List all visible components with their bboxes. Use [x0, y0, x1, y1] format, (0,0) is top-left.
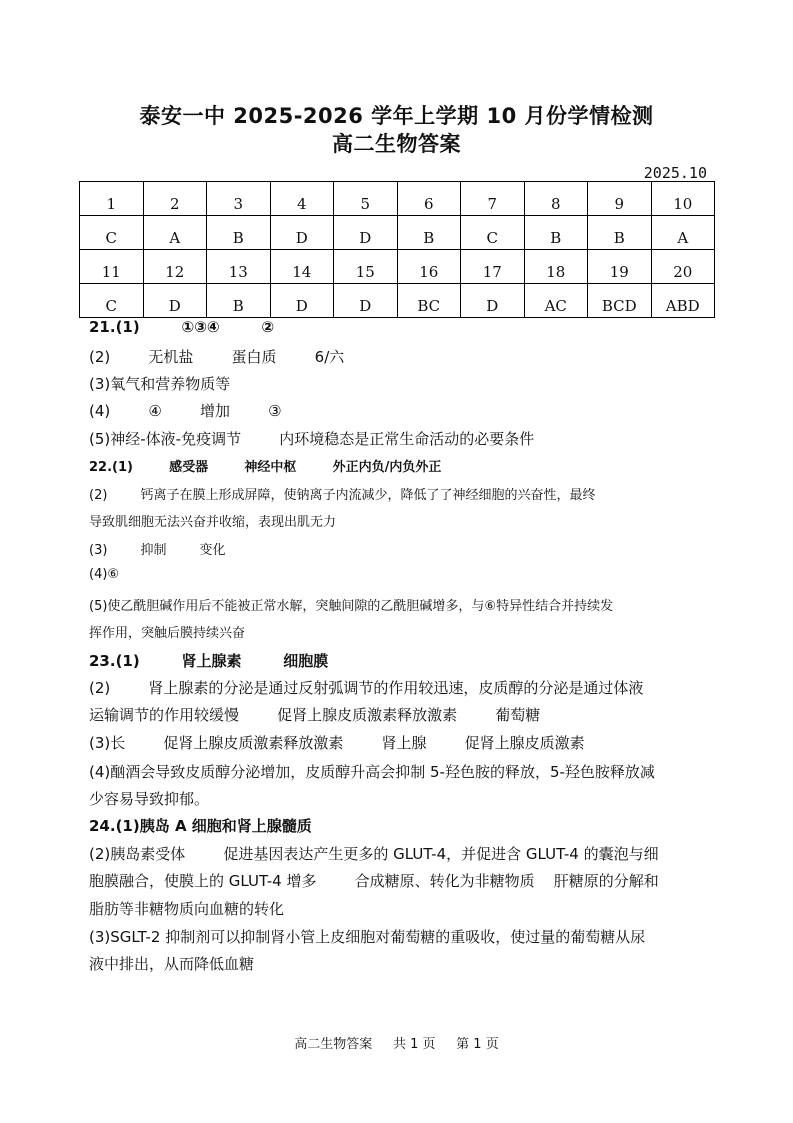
table-cell: 12 — [143, 250, 207, 284]
table-cell: B — [588, 216, 652, 250]
table-cell: D — [270, 284, 334, 318]
table-cell: 16 — [397, 250, 461, 284]
answer-line: 23.(1) 肾上腺素 细胞膜 — [89, 652, 329, 670]
answer-line: 运输调节的作用较缓慢 促肾上腺皮质激素释放激素 葡萄糖 — [89, 706, 541, 724]
answer-line: 导致肌细胞无法兴奋并收缩，表现出肌无力 — [89, 515, 337, 530]
table-cell: 17 — [461, 250, 525, 284]
table-cell: BCD — [588, 284, 652, 318]
answer-line: 21.(1) ①③④ ② — [89, 318, 275, 336]
table-cell: D — [143, 284, 207, 318]
table-cell: C — [80, 284, 144, 318]
table-cell: 13 — [207, 250, 271, 284]
answer-line: (5)使乙酰胆碱作用后不能被正常水解，突触间隙的乙酰胆碱增多，与⑥特异性结合并持续发 — [89, 599, 614, 614]
answer-line: 脂肪等非糖物质向血糖的转化 — [89, 900, 285, 918]
table-cell: 2 — [143, 182, 207, 216]
table-cell: ABD — [651, 284, 715, 318]
table-cell: AC — [524, 284, 588, 318]
table-cell: 14 — [270, 250, 334, 284]
table-cell: BC — [397, 284, 461, 318]
table-cell: 18 — [524, 250, 588, 284]
table-cell: 10 — [651, 182, 715, 216]
answer-line: 少容易导致抑郁。 — [89, 790, 210, 808]
answer-line: (3)SGLT-2 抑制剂可以抑制肾小管上皮细胞对葡萄糖的重吸收，使过量的葡萄糖从尿 — [89, 928, 646, 946]
table-cell: B — [207, 216, 271, 250]
table-cell: D — [334, 284, 398, 318]
table-cell: D — [270, 216, 334, 250]
table-cell: 8 — [524, 182, 588, 216]
date-label: 2025.10 — [643, 164, 707, 182]
table-cell: C — [80, 216, 144, 250]
answer-line: (2) 钙离子在膜上形成屏障，使钠离子内流减少，降低了了神经细胞的兴奋性，最终 — [89, 488, 596, 503]
page-subtitle: 高二生物答案 — [332, 132, 461, 156]
table-cell: B — [524, 216, 588, 250]
table-cell: C — [461, 216, 525, 250]
answer-line: (5)神经-体液-免疫调节 内环境稳态是正常生命活动的必要条件 — [89, 430, 535, 448]
table-cell: 3 — [207, 182, 271, 216]
table-cell: 11 — [80, 250, 144, 284]
table-cell: 6 — [397, 182, 461, 216]
page-title: 泰安一中 2025-2026 学年上学期 10 月份学情检测 — [139, 104, 654, 128]
table-cell: 19 — [588, 250, 652, 284]
table-cell: 1 — [80, 182, 144, 216]
answer-line: (2)胰岛素受体 促进基因表达产生更多的 GLUT-4，并促进含 GLUT-4 的囊泡与细 — [89, 845, 659, 863]
answer-line: (4)⑥ — [89, 567, 120, 582]
table-cell: 15 — [334, 250, 398, 284]
answer-line: (2) 肾上腺素的分泌是通过反射弧调节的作用较迅速，皮质醇的分泌是通过体液 — [89, 679, 644, 697]
table-cell: 7 — [461, 182, 525, 216]
answer-line: 24.(1)胰岛 A 细胞和肾上腺髓质 — [89, 817, 312, 835]
answer-line: 胞膜融合，使膜上的 GLUT-4 增多 合成糖原、转化为非糖物质 肝糖原的分解和 — [89, 872, 659, 890]
answer-line: (2) 无机盐 蛋白质 6/六 — [89, 348, 345, 366]
answer-line: 液中排出，从而降低血糖 — [89, 955, 255, 973]
table-cell: 5 — [334, 182, 398, 216]
table-cell: D — [334, 216, 398, 250]
table-row — [80, 284, 715, 318]
table-cell: 20 — [651, 250, 715, 284]
table-cell: A — [651, 216, 715, 250]
table-cell: D — [461, 284, 525, 318]
table-cell: 4 — [270, 182, 334, 216]
table-cell: B — [207, 284, 271, 318]
table-row — [80, 182, 715, 216]
answer-line: (4)酗酒会导致皮质醇分泌增加，皮质醇升高会抑制 5-羟色胺的释放，5-羟色胺释放减 — [89, 763, 655, 781]
answer-line: (4) ④ 增加 ③ — [89, 402, 282, 420]
answer-line: (3)氧气和营养物质等 — [89, 375, 231, 393]
answer-line: 挥作用，突触后膜持续兴奋 — [89, 626, 246, 641]
table-row — [80, 216, 715, 250]
page-footer: 高二生物答案 共 1 页 第 1 页 — [294, 1037, 499, 1052]
table-cell: B — [397, 216, 461, 250]
answer-line: 22.(1) 感受器 神经中枢 外正内负/内负外正 — [89, 460, 442, 475]
answer-line: (3) 抑制 变化 — [89, 543, 226, 558]
table-cell: A — [143, 216, 207, 250]
table-row — [80, 250, 715, 284]
answer-table — [79, 181, 715, 318]
table-cell: 9 — [588, 182, 652, 216]
answer-line: (3)长 促肾上腺皮质激素释放激素 肾上腺 促肾上腺皮质激素 — [89, 734, 585, 752]
